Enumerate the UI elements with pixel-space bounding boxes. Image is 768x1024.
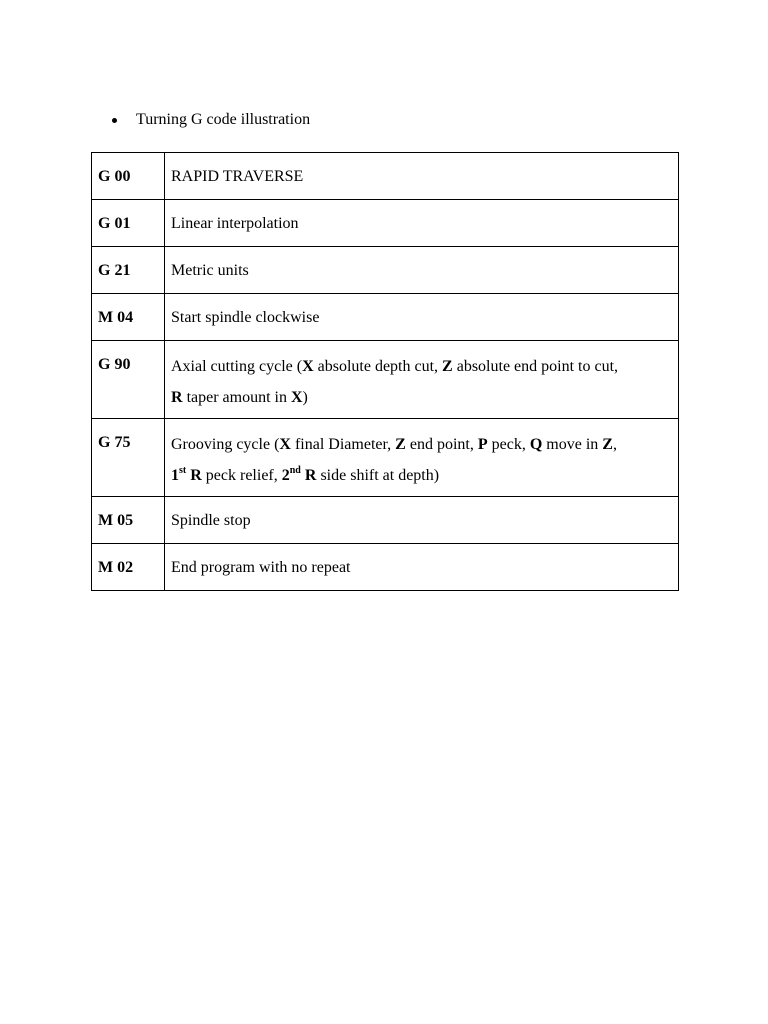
description-cell: Metric units <box>165 247 679 294</box>
code-cell: G 90 <box>92 341 165 419</box>
description-cell: End program with no repeat <box>165 544 679 591</box>
code-cell: G 00 <box>92 153 165 200</box>
description-cell: Spindle stop <box>165 497 679 544</box>
description-cell: Grooving cycle (X final Diameter, Z end point, P peck, Q move in Z, 1st R peck relief, 2nd R side shift at depth) <box>165 419 679 497</box>
table-row <box>92 544 679 591</box>
code-cell: M 05 <box>92 497 165 544</box>
table-row <box>92 200 679 247</box>
description-cell: Start spindle clockwise <box>165 294 679 341</box>
code-cell: G 21 <box>92 247 165 294</box>
table-row <box>92 497 679 544</box>
table-row <box>92 153 679 200</box>
code-cell: M 04 <box>92 294 165 341</box>
description-cell: Axial cutting cycle (X absolute depth cut, Z absolute end point to cut, R taper amount in X) <box>165 341 679 419</box>
table-row <box>92 419 679 497</box>
table-row <box>92 247 679 294</box>
description-cell: Linear interpolation <box>165 200 679 247</box>
gcode-table <box>91 152 679 591</box>
bullet-item <box>112 110 310 130</box>
table-row <box>92 341 679 419</box>
description-cell: RAPID TRAVERSE <box>165 153 679 200</box>
code-cell: G 75 <box>92 419 165 497</box>
bullet-icon <box>112 118 117 123</box>
code-cell: M 02 <box>92 544 165 591</box>
table-row <box>92 294 679 341</box>
code-cell: G 01 <box>92 200 165 247</box>
bullet-text: Turning G code illustration <box>136 111 311 128</box>
